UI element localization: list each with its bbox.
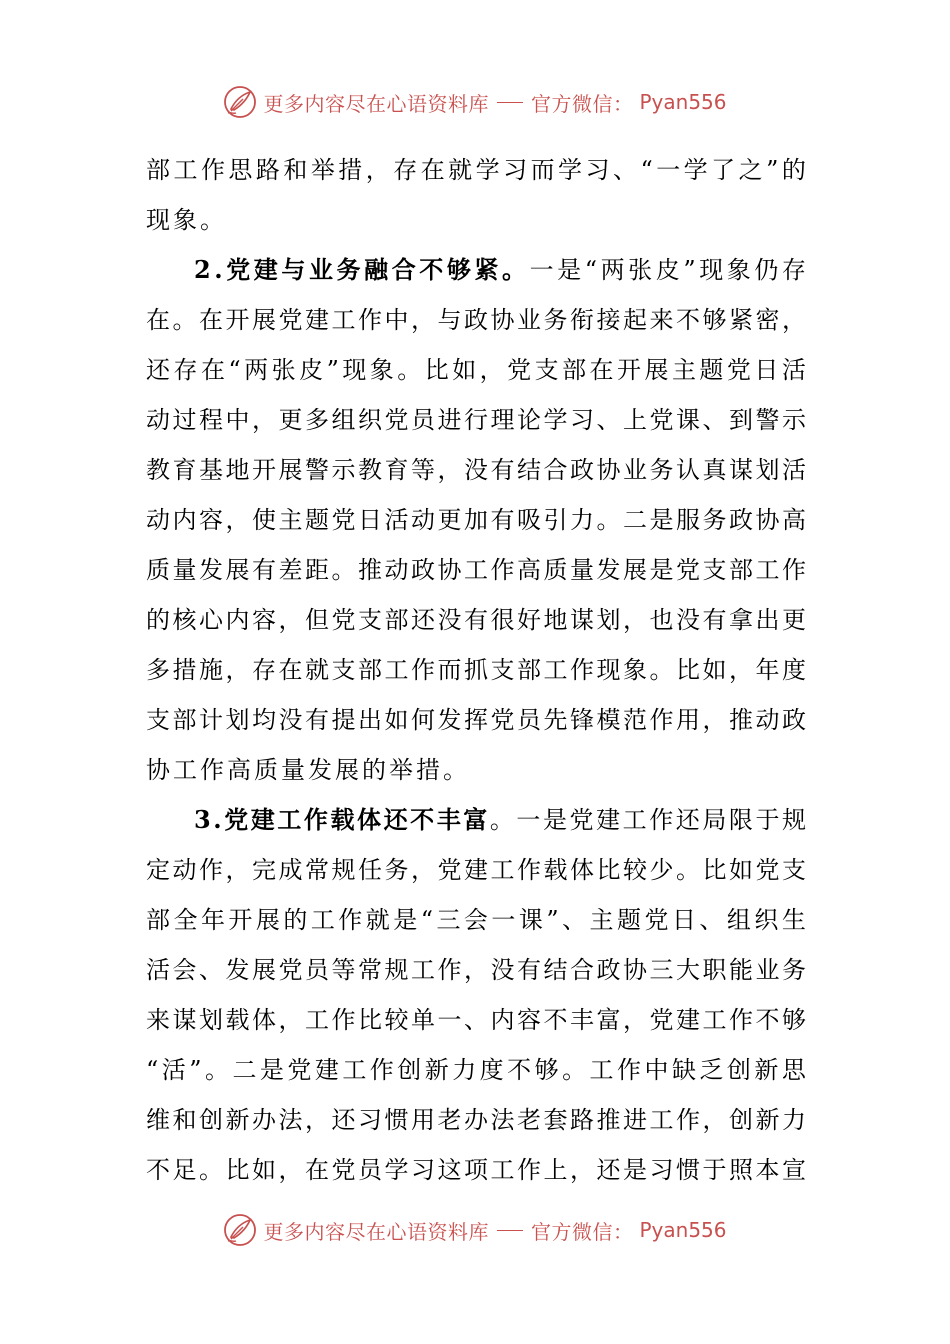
- watermark-dash: [497, 102, 523, 103]
- quill-logo-icon: [223, 85, 257, 119]
- watermark-code: Pyan556: [639, 90, 727, 114]
- text-line: 在 。 在 开 展 党 建 工 作 中 ， 与 政 协 业 务 衔 接 起 来 不 够 紧 密 ，: [146, 306, 806, 334]
- text-line: 现 象 。: [146, 206, 227, 234]
- text-line: 协 工 作 高 质 量 发 展 的 举 措 。: [146, 756, 470, 784]
- text-line: 3 . 党 建 工 作 载 体 还 不 丰 富 。 一 是 党 建 工 作 还 局 限 于 规: [194, 805, 806, 834]
- text-line: 动 内 容 ， 使 主 题 党 日 活 动 更 加 有 吸 引 力 。 二 是 服 务 政 协 高: [146, 506, 806, 534]
- text-line: 动 过 程 中 ， 更 多 组 织 党 员 进 行 理 论 学 习 、 上 党 课 、 到 警 示: [146, 406, 806, 434]
- text-line: 维 和 创 新 办 法 ， 还 习 惯 用 老 办 法 老 套 路 推 进 工 作 ， 创 新 力: [146, 1106, 806, 1134]
- watermark-group: [223, 85, 726, 119]
- footer-watermark: [0, 1210, 950, 1250]
- text-line: 定 动 作 ， 完 成 常 规 任 务 ， 党 建 工 作 载 体 比 较 少 。 比 如 党 支: [146, 856, 806, 884]
- text-line: 部 全 年 开 展 的 工 作 就 是 “ 三 会 一 课 ” 、 主 题 党 日 、 组 织 生: [146, 906, 806, 934]
- quill-logo-icon: [223, 1213, 257, 1247]
- watermark-main-text: 更多内容尽在心语资料库: [263, 91, 489, 116]
- document-body: [146, 145, 806, 1195]
- text-line: 活 会 、 发 展 党 员 等 常 规 工 作 ， 没 有 结 合 政 协 三 大 职 能 业 务: [146, 956, 806, 984]
- text-line: 来 谋 划 载 体 ， 工 作 比 较 单 一 、 内 容 不 丰 富 ， 党 建 工 作 不 够: [146, 1006, 806, 1034]
- header-watermark: [0, 82, 950, 122]
- text-line: 质 量 发 展 有 差 距 。 推 动 政 协 工 作 高 质 量 发 展 是 党 支 部 工 作: [146, 556, 806, 584]
- watermark-main-text: 更多内容尽在心语资料库: [263, 1219, 489, 1244]
- watermark-group: [223, 1213, 726, 1247]
- text-line: 多 措 施 ， 存 在 就 支 部 工 作 而 抓 支 部 工 作 现 象 。 比 如 ， 年 度: [146, 656, 806, 684]
- watermark-label: 官方微信：: [530, 1219, 634, 1244]
- text-line: 教 育 基 地 开 展 警 示 教 育 等 ， 没 有 结 合 政 协 业 务 认 真 谋 划 活: [146, 456, 806, 484]
- watermark-label: 官方微信：: [530, 91, 634, 116]
- watermark-dash: [497, 1230, 523, 1231]
- text-line: “ 活 ” 。 二 是 党 建 工 作 创 新 力 度 不 够 。 工 作 中 缺 乏 创 新 思: [146, 1056, 806, 1084]
- watermark-code: Pyan556: [639, 1218, 727, 1242]
- text-line: 部 工 作 思 路 和 举 措 ， 存 在 就 学 习 而 学 习 、 “ 一 学 了 之 ” 的: [146, 156, 806, 184]
- text-line: 2 . 党 建 与 业 务 融 合 不 够 紧 。 一 是 “ 两 张 皮 ” 现 象 仍 存: [194, 255, 806, 284]
- text-line: 还 存 在 “ 两 张 皮 ” 现 象 。 比 如 ， 党 支 部 在 开 展 主 题 党 日 活: [146, 356, 806, 384]
- text-line: 不 足 。 比 如 ， 在 党 员 学 习 这 项 工 作 上 ， 还 是 习 惯 于 照 本 宣: [146, 1156, 806, 1184]
- text-line: 的 核 心 内 容 ， 但 党 支 部 还 没 有 很 好 地 谋 划 ， 也 没 有 拿 出 更: [146, 606, 806, 634]
- text-line: 支 部 计 划 均 没 有 提 出 如 何 发 挥 党 员 先 锋 模 范 作 用 ， 推 动 政: [146, 706, 806, 734]
